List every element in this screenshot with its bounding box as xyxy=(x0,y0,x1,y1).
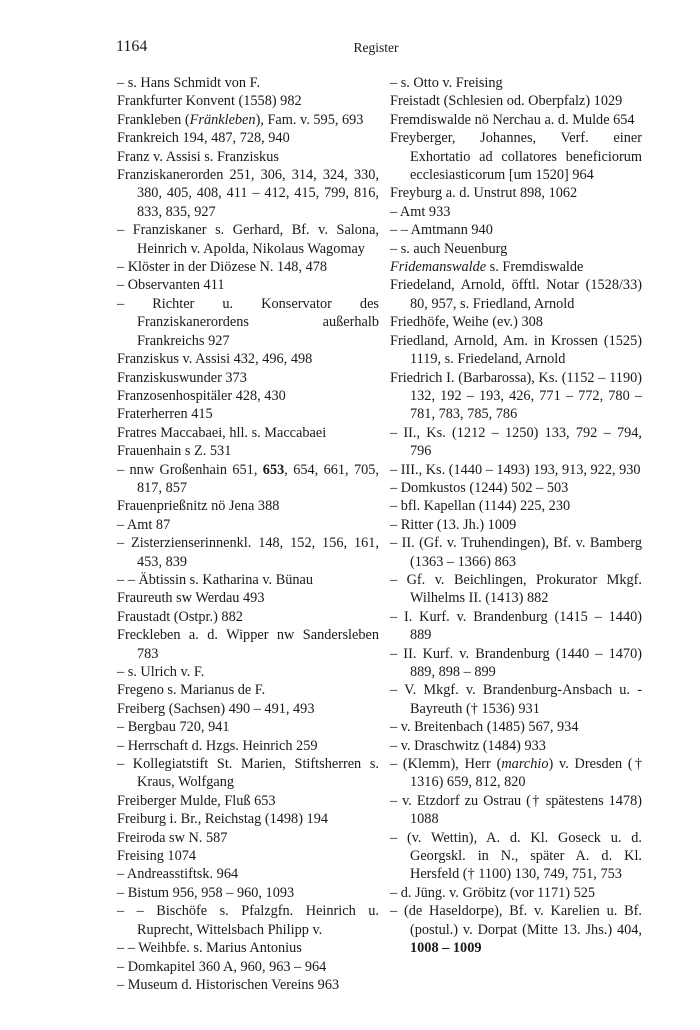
index-entry: – s. Ulrich v. F. xyxy=(117,664,205,680)
index-column-right xyxy=(390,74,642,958)
index-entry: Frauenhain s Z. 531 xyxy=(117,443,232,460)
index-entry: – – Äbtissin s. Katharina v. Bünau xyxy=(117,571,314,588)
index-entry: – Domkustos (1244) 502 – 503 xyxy=(390,479,569,496)
index-entry: – Observanten 411 xyxy=(117,277,225,294)
index-entry: Freyberger, Johannes, Verf. einer Exhortatio ad collatores beneficiorum ecclesiasticorum [um 1520] 964 xyxy=(390,130,642,184)
index-entry: – bfl. Kapellan (1144) 225, 230 xyxy=(390,498,571,515)
index-entry: – v. Etzdorf zu Ostrau († spätestens 1478) 1088 xyxy=(390,792,642,828)
index-entry: – Andreasstiftsk. 964 xyxy=(117,866,239,883)
index-entry: – d. Jüng. v. Gröbitz (vor 1171) 525 xyxy=(390,884,596,901)
index-entry: Fratres Maccabaei, hll. s. Maccabaei xyxy=(117,424,327,441)
index-entry: Frauenprießnitz nö Jena 388 xyxy=(117,498,280,515)
index-entry: – Bistum 956, 958 – 960, 1093 xyxy=(117,884,295,901)
index-entry: Freckleben a. d. Wipper nw Sandersleben 783 xyxy=(117,627,379,662)
index-column-left xyxy=(117,74,379,994)
index-entry: Franz v. Assisi s. Franziskus xyxy=(117,148,279,165)
index-entry: Frankreich 194, 487, 728, 940 xyxy=(117,130,290,147)
index-entry: Freistadt (Schlesien od. Oberpfalz) 1029 xyxy=(390,93,623,110)
index-entry: – Museum d. Historischen Vereins 963 xyxy=(117,976,340,993)
index-entry: – – Bischöfe s. Pfalzgfn. Heinrich u. Ruprecht, Wittelsbach Philipp v. xyxy=(117,903,379,938)
index-entry: – (v. Wettin), A. d. Kl. Goseck u. d. Georgskl. in N., später A. d. Kl. Hersfeld († 1100) 130, 749, 751, 753 xyxy=(390,829,642,883)
index-entry: Franziskuswunder 373 xyxy=(117,369,247,386)
index-entry: – Amt 87 xyxy=(117,516,171,533)
index-entry: – – Amtmann 940 xyxy=(390,222,493,239)
index-entry: – Kollegiatstift St. Marien, Stiftsherren s. Kraus, Wolfgang xyxy=(117,756,379,791)
index-entry: Franziskus v. Assisi 432, 496, 498 xyxy=(117,351,313,368)
index-entry: Frankfurter Konvent (1558) 982 xyxy=(117,93,302,110)
index-entry: – (de Haseldorpe), Bf. v. Karelien u. Bf. (postul.) v. Dorpat (Mitte 13. Jhs.) 404, 1008 – 1009 xyxy=(390,903,642,957)
index-entry: Freiberg (Sachsen) 490 – 491, 493 xyxy=(117,700,315,717)
index-entry: – Herrschaft d. Hzgs. Heinrich 259 xyxy=(117,737,318,754)
index-entry: – Richter u. Konservator des Franziskanerordens außerhalb Frankreichs 927 xyxy=(117,295,379,349)
index-entry: – V. Mkgf. v. Brandenburg-Ansbach u. -Bayreuth († 1536) 931 xyxy=(390,682,642,717)
index-entry: – (Klemm), Herr (marchio) v. Dresden († 1316) 659, 812, 820 xyxy=(390,756,642,791)
index-entry: Fridemanswalde s. Fremdiswalde xyxy=(390,259,584,276)
index-entry: – I. Kurf. v. Brandenburg (1415 – 1440) 889 xyxy=(390,608,642,644)
index-entry: – Domkapitel 360 A, 960, 963 – 964 xyxy=(117,958,327,975)
index-entry: Freiburg i. Br., Reichstag (1498) 194 xyxy=(117,811,328,828)
index-entry: – Amt 933 xyxy=(390,203,451,220)
index-entry: – II., Ks. (1212 – 1250) 133, 792 – 794, 796 xyxy=(390,424,642,460)
index-entry: – II. Kurf. v. Brandenburg (1440 – 1470) 889, 898 – 899 xyxy=(390,645,642,680)
index-entry: – s. Hans Schmidt von F. xyxy=(117,75,261,91)
index-entry: Freyburg a. d. Unstrut 898, 1062 xyxy=(390,185,578,202)
index-entry: Fremdiswalde nö Nerchau a. d. Mulde 654 xyxy=(390,111,635,128)
index-entry: Fregeno s. Marianus de F. xyxy=(117,682,266,699)
index-entry: Freising 1074 xyxy=(117,848,197,865)
index-entry: Franzosenhospitäler 428, 430 xyxy=(117,387,286,404)
index-entry: – s. Otto v. Freising xyxy=(390,75,503,91)
index-entry: – Klöster in der Diözese N. 148, 478 xyxy=(117,259,328,276)
index-entry: Fraureuth sw Werdau 493 xyxy=(117,590,265,607)
index-entry: – s. auch Neuenburg xyxy=(390,240,508,257)
index-entry: – Bergbau 720, 941 xyxy=(117,719,230,736)
page-number: 1164 xyxy=(116,38,148,55)
index-entry: Friedhöfe, Weihe (ev.) 308 xyxy=(390,314,543,331)
index-entry: – III., Ks. (1440 – 1493) 193, 913, 922, 930 xyxy=(390,461,641,478)
index-entry: – II. (Gf. v. Truhendingen), Bf. v. Bamberg (1363 – 1366) 863 xyxy=(390,535,642,570)
index-entry: Friedrich I. (Barbarossa), Ks. (1152 – 1190) 132, 192 – 193, 426, 771 – 772, 780 – 781, 783, 785, 786 xyxy=(390,369,642,423)
index-entry: – – Weihbfe. s. Marius Antonius xyxy=(117,940,302,957)
index-entry: Friedland, Arnold, Am. in Krossen (1525) 1119, s. Friedeland, Arnold xyxy=(390,332,642,368)
index-entry: Franziskanerorden 251, 306, 314, 324, 330, 380, 405, 408, 411 – 412, 415, 799, 816, 833, 835, 927 xyxy=(117,167,379,220)
page-header xyxy=(116,38,636,60)
index-entry: – Zisterzienserinnenkl. 148, 152, 156, 161, 453, 839 xyxy=(117,535,379,570)
index-entry: Friedeland, Arnold, öfftl. Notar (1528/33) 80, 957, s. Friedland, Arnold xyxy=(390,277,642,312)
index-entry: – nnw Großenhain 651, 653, 654, 661, 705, 817, 857 xyxy=(117,461,380,496)
index-entry: – v. Breitenbach (1485) 567, 934 xyxy=(390,719,579,736)
index-entry: – v. Draschwitz (1484) 933 xyxy=(390,737,546,754)
index-entry: – Franziskaner s. Gerhard, Bf. v. Salona, Heinrich v. Apolda, Nikolaus Wagomay xyxy=(117,222,379,257)
index-entry: Fraustadt (Ostpr.) 882 xyxy=(117,608,243,625)
index-entry: – Gf. v. Beichlingen, Prokurator Mkgf. Wilhelms II. (1413) 882 xyxy=(390,571,642,607)
index-entry: Frankleben (Fränkleben), Fam. v. 595, 693 xyxy=(117,111,364,128)
index-entry: Freiroda sw N. 587 xyxy=(117,829,228,846)
index-entry: – Ritter (13. Jh.) 1009 xyxy=(390,516,517,533)
running-title: Register xyxy=(353,40,399,55)
index-entry: Freiberger Mulde, Fluß 653 xyxy=(117,792,276,809)
index-entry: Fraterherren 415 xyxy=(117,406,213,423)
